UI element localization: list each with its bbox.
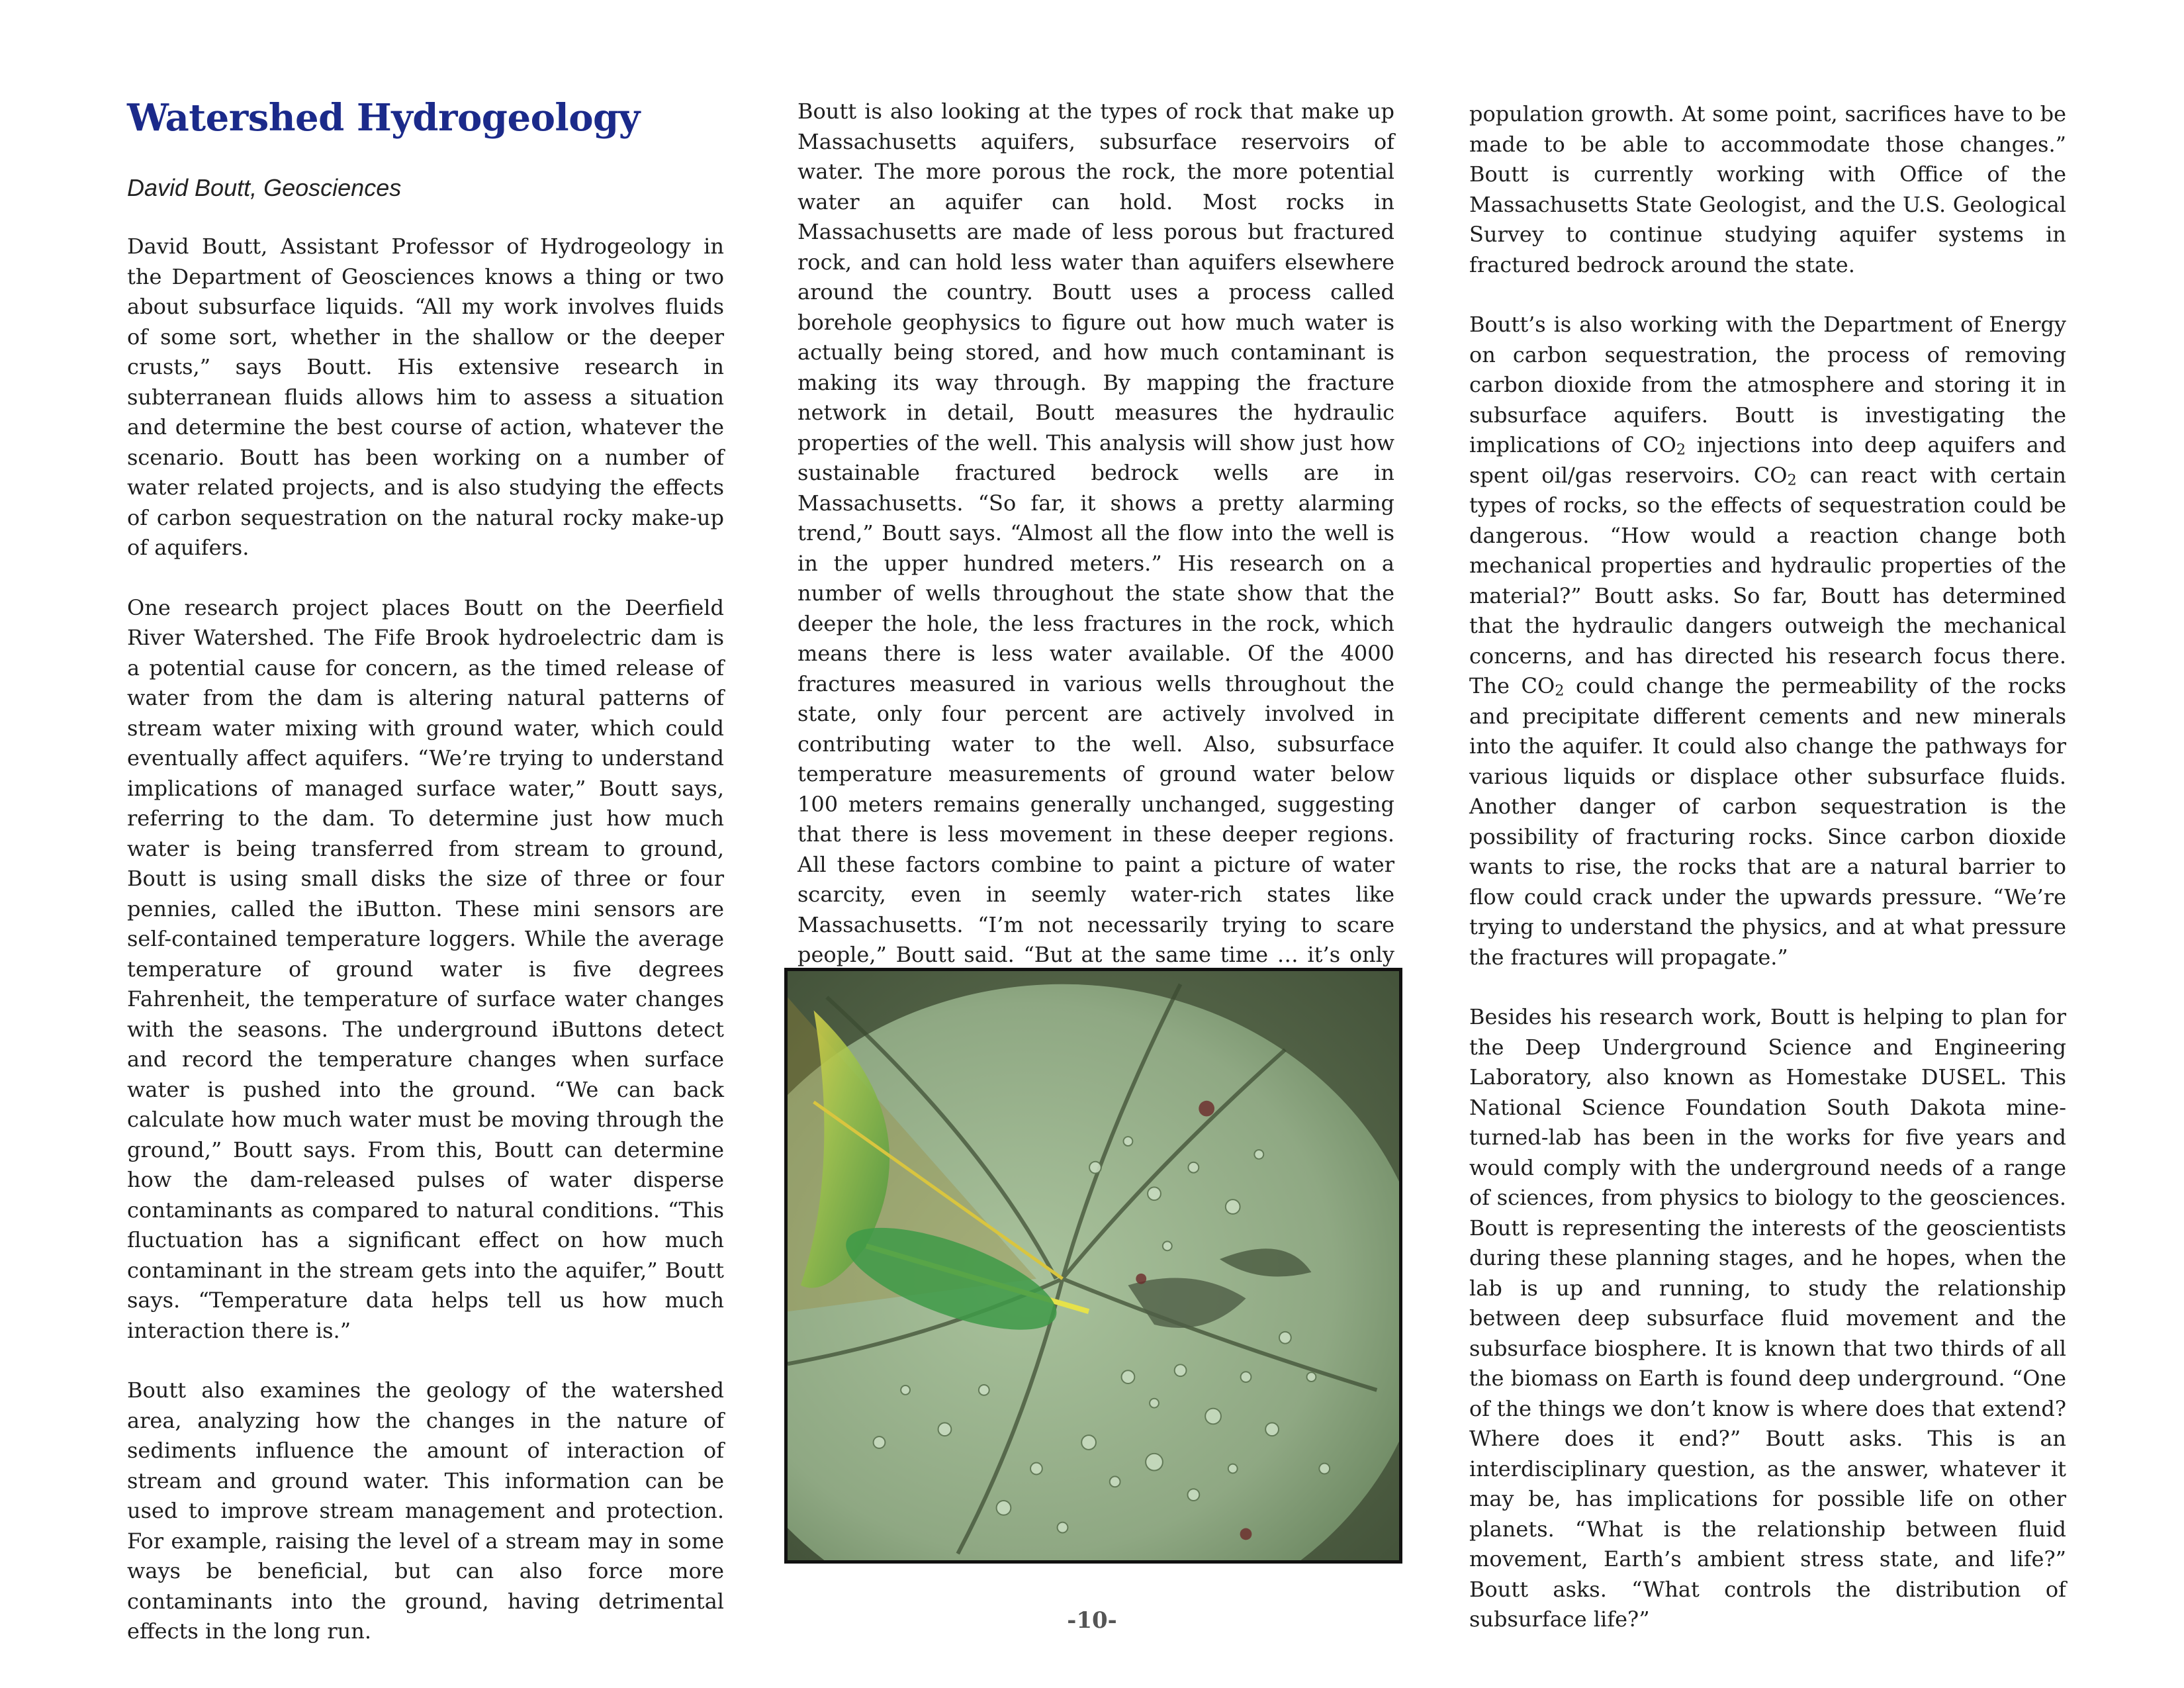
paragraph-co2: Boutt’s is also working with the Department of Energy on carbon sequestration, the process of removing carbon dioxide from the atmosphere and storing it in subsurface aquifers. Boutt is investigating the implications of $CO_2$ injections into deep aquifers and spent oil/gas reservoirs. $CO_2$ can react with certain types of rocks, so the effects of sequestration could be dangerous. “How would a reaction change both mechanical properties and hydraulic properties of the material?” Boutt asks. So far, Boutt has determined that the hydraulic dangers outweigh the mechanical concerns, and has directed his research focus there. The $CO_2$ could change the permeability of the rocks and precipitate different cements and new minerals into the aquifer. It could also change the pathways for various liquids or displace other subsurface fluids. Another danger of carbon sequestration is the possibility of fracturing rocks. Since carbon dioxide wants to rise, the rocks that are a natural barrier to flow could crack under the upwards pressure. “We’re trying to understand the physics, and at what pressure the fractures will propagate.” [1469,312,2067,970]
column-middle [797,97,1394,1060]
subscript-2: 2 [1787,471,1797,489]
paragraph: Boutt also examines the geology of the watershed area, analyzing how the changes in the nature of sediments influence the amount of interaction of stream and ground water. This information can be used to improve stream management and protection. For example, raising the level of a stream may in some ways be beneficial, but can also force more contaminants into the ground, having detrimental effects in the long run. [127,1378,724,1644]
photo-illustration [788,971,1399,1560]
paragraph: population growth. At some point, sacrifices have to be made to be able to accommodate those changes.” Boutt is currently working with Office of the Massachusetts State Geologist, and the U.S. Geological Survey to continue studying aquifer systems in fractured bedrock around the state. [1469,101,2066,277]
subscript-2: 2 [1676,441,1686,459]
article-byline: David Boutt, Geosciences [127,174,402,201]
paragraph: Boutt is also looking at the types of rock that make up Massachusetts aquifers, subsurface reservoirs of water. The more porous the rock, the more potential water an aquifer can hold. Most rocks in Massachusetts are made of less porous but fractured rock, and can hold less water than aquifers elsewhere around the country. Boutt uses a process called borehole geophysics to figure out how much water is actually being stored, and how much contaminant is making its way through. By mapping the fracture network in detail, Boutt measures the hydraulic properties of the well. This analysis will show just how sustainable fractured bedrock wells are in Massachusetts. “So far, it shows a pretty alarming trend,” Boutt says. “Almost all the flow into the well is in the upper hundred meters.” His research on a number of wells throughout the state show that the deeper the hole, the less fractures in the rock, which means there is less water available. Of the 4000 fractures measured in various wells throughout the state, only four percent are actively involved in contributing water to the well. Also, subsurface temperature measurements of ground water below 100 meters remains generally unchanged, suggesting that there is less movement in these deeper regions. All these factors combine to paint a picture of water scarcity, even in seemly water-rich states like Massachusetts. “I’m not necessarily trying to scare people,” Boutt said. “But at the same time … it’s only [797,99,1394,967]
paragraph: David Boutt, Assistant Professor of Hydrogeology in the Department of Geosciences knows a thing or two about subsurface liquids. “All my work involves fluids of some sort, whether in the shallow or the deeper crusts,” says Boutt. His extensive research in subterranean fluids allows him to assess a situation and determine the best course of action, whatever the scenario. Boutt has been working on a number of water related projects, and is also studying the effects of carbon sequestration on the natural rocky make-up of aquifers. [127,234,724,560]
leaf-water-droplets-photo [784,968,1402,1564]
column-left [127,97,724,1677]
page-number: -10- [1067,1607,1117,1634]
column-right [1469,99,2066,1665]
paragraph: Besides his research work, Boutt is helping to plan for the Deep Underground Science and Engineering Laboratory, also known as Homestake DUSEL. This National Science Foundation South Dakota mine-turned-lab has been in the works for five years and would comply with the underground needs of a range of sciences, from physics to biology to the geosciences. Boutt is representing the interests of the geoscientists during these planning stages, and he hopes, when the lab is up and running, to study the relationship between deep subsurface fluid movement and the subsurface biosphere. It is known that two thirds of all the biomass on Earth is found deep underground. “One of the things we don’t know is where does that extend? Where does it end?” Boutt asks. This is an interdisciplinary question, as the answer, whatever it may be, has implications for possible life on other planets. “What is the relationship between fluid movement, Earth’s ambient stress state, and life?” Boutt asks. “What controls the distribution of subsurface life?” [1469,1004,2066,1632]
article-title: Watershed Hydrogeology [127,96,640,140]
subscript-2: 2 [1555,682,1565,700]
paragraph: One research project places Boutt on the Deerfield River Watershed. The Fife Brook hydroelectric dam is a potential cause for concern, as the timed release of water from the dam is altering natural patterns of stream water mixing with ground water, which could eventually affect aquifers. “We’re trying to understand implications of managed surface water,” Boutt says, referring to the dam. To determine just how much water is being transferred from stream to ground, Boutt is using small disks the size of three or four pennies, called the iButton. These mini sensors are self-contained temperature loggers. While the average temperature of ground water is five degrees Fahrenheit, the temperature of surface water changes with the seasons. The underground iButtons detect and record the temperature changes when surface water is pushed into the ground. “We can back calculate how much water must be moving through the ground,” Boutt says. From this, Boutt can determine how the dam-released pulses of water disperse contaminants as compared to natural conditions. “This fluctuation has a significant effect on how much contaminant in the stream gets into the aquifer,” Boutt says. “Temperature data helps tell us how much interaction there is.” [127,594,724,1343]
